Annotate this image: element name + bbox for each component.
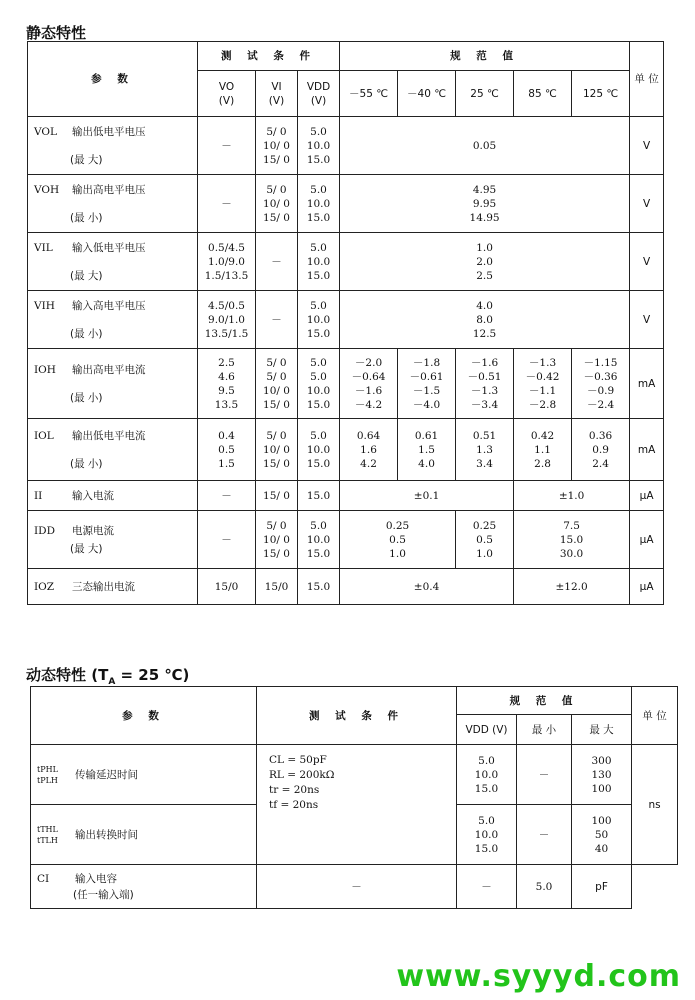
dynamic-characteristics-table bbox=[30, 686, 678, 909]
unit-cell: V bbox=[630, 117, 664, 175]
header-temp-m40: －40 ℃ bbox=[398, 71, 456, 117]
param-name: 输出转换时间 bbox=[75, 828, 138, 841]
vdd-cell: 5.0 10.0 15.0 bbox=[457, 745, 517, 805]
table-row bbox=[28, 569, 664, 605]
dyn-header-max: 最 大 bbox=[572, 715, 632, 745]
table-row bbox=[28, 511, 664, 569]
vi-cell: 5/ 0 5/ 0 10/ 0 15/ 0 bbox=[256, 349, 298, 419]
param-cell bbox=[28, 117, 198, 175]
param-name: 输入低电平电压 bbox=[72, 241, 146, 254]
param-note: (最 小) bbox=[70, 327, 103, 340]
header-vi: VI (V) bbox=[256, 71, 298, 117]
vdd-cell: 5.0 10.0 15.0 bbox=[298, 117, 340, 175]
temp-value: 0.42 1.1 2.8 bbox=[514, 419, 572, 481]
table-row bbox=[28, 175, 664, 233]
spec-value: ±0.1 bbox=[340, 481, 514, 511]
param-symbol: VOH bbox=[34, 183, 60, 196]
vo-cell: 15/0 bbox=[198, 569, 256, 605]
param-symbol: IOL bbox=[34, 429, 54, 442]
dyn-conditions: CL = 50pF RL = 200kΩ tr = 20ns tf = 20ns bbox=[257, 745, 457, 865]
param-name: 输入电容 bbox=[75, 872, 117, 885]
dynamic-title-tail: = 25 ℃) bbox=[115, 666, 190, 684]
vo-cell: － bbox=[198, 481, 256, 511]
temp-value: －1.3 －0.42 －1.1 －2.8 bbox=[514, 349, 572, 419]
param-note: (最 大) bbox=[70, 269, 103, 282]
param-cell bbox=[31, 865, 257, 909]
vdd-cell: 5.0 10.0 15.0 bbox=[298, 419, 340, 481]
param-cell bbox=[28, 569, 198, 605]
unit-cell: μA bbox=[630, 511, 664, 569]
unit-cell: V bbox=[630, 233, 664, 291]
unit-cell: mA bbox=[630, 349, 664, 419]
param-cell bbox=[28, 481, 198, 511]
unit-cell: pF bbox=[572, 865, 632, 909]
max-cell: 5.0 bbox=[517, 865, 572, 909]
param-symbol: VIH bbox=[34, 299, 55, 312]
param-cell bbox=[28, 291, 198, 349]
header-temp-25: 25 ℃ bbox=[456, 71, 514, 117]
vo-cell: 0.5/4.5 1.0/9.0 1.5/13.5 bbox=[198, 233, 256, 291]
vdd-cell: 5.0 5.0 10.0 15.0 bbox=[298, 349, 340, 419]
param-symbol: tPHL tPLH bbox=[37, 764, 58, 785]
param-note: (任一输入端) bbox=[73, 888, 134, 901]
spec-value: ±12.0 bbox=[514, 569, 630, 605]
vi-cell: 5/ 0 10/ 0 15/ 0 bbox=[256, 511, 298, 569]
param-cell bbox=[28, 233, 198, 291]
vi-cell: － bbox=[256, 233, 298, 291]
dynamic-title-sub: A bbox=[108, 677, 116, 687]
header-unit: 单 位 bbox=[630, 42, 664, 117]
temp-value: 0.64 1.6 4.2 bbox=[340, 419, 398, 481]
param-symbol: IDD bbox=[34, 524, 55, 537]
vo-cell: 4.5/0.5 9.0/1.0 13.5/1.5 bbox=[198, 291, 256, 349]
header-temp-125: 125 ℃ bbox=[572, 71, 630, 117]
dyn-header-conditions: 测 试 条 件 bbox=[257, 687, 457, 745]
static-characteristics-table bbox=[27, 41, 664, 605]
param-symbol: VIL bbox=[34, 241, 53, 254]
temp-value: －1.6 －0.51 －1.3 －3.4 bbox=[456, 349, 514, 419]
spec-value: 0.25 0.5 1.0 bbox=[456, 511, 514, 569]
param-cell bbox=[31, 805, 257, 865]
vdd-cell: 5.0 10.0 15.0 bbox=[298, 291, 340, 349]
unit-cell: V bbox=[630, 291, 664, 349]
param-cell bbox=[31, 745, 257, 805]
vdd-cell: 15.0 bbox=[298, 481, 340, 511]
param-cell bbox=[28, 349, 198, 419]
temp-value: 0.36 0.9 2.4 bbox=[572, 419, 630, 481]
spec-value: 0.05 bbox=[340, 117, 630, 175]
vi-cell: － bbox=[256, 291, 298, 349]
param-symbol: tTHL tTLH bbox=[37, 824, 58, 845]
vo-cell: 2.5 4.6 9.5 13.5 bbox=[198, 349, 256, 419]
vdd-cell: 5.0 10.0 15.0 bbox=[298, 175, 340, 233]
header-vo: VO (V) bbox=[198, 71, 256, 117]
param-name: 输入电流 bbox=[72, 489, 114, 502]
spec-value: 0.25 0.5 1.0 bbox=[340, 511, 456, 569]
dynamic-section-title bbox=[26, 664, 189, 687]
header-temp-m55: －55 ℃ bbox=[340, 71, 398, 117]
header-temp-85: 85 ℃ bbox=[514, 71, 572, 117]
param-name: 输出低电平电流 bbox=[72, 429, 146, 442]
param-name: 电源电流 bbox=[72, 524, 114, 537]
table-row bbox=[28, 291, 664, 349]
dyn-header-spec: 规 范 值 bbox=[457, 687, 632, 715]
param-name: 输入高电平电压 bbox=[72, 299, 146, 312]
spec-value: ±1.0 bbox=[514, 481, 630, 511]
param-symbol: II bbox=[34, 489, 43, 502]
table-row bbox=[28, 117, 664, 175]
min-cell: － bbox=[517, 745, 572, 805]
dyn-header-unit: 单 位 bbox=[632, 687, 678, 745]
dyn-header-min: 最 小 bbox=[517, 715, 572, 745]
table-row bbox=[28, 481, 664, 511]
vdd-cell: 15.0 bbox=[298, 569, 340, 605]
vdd-cell: － bbox=[257, 865, 457, 909]
param-symbol: CI bbox=[37, 872, 50, 885]
table-row bbox=[31, 865, 678, 909]
temp-value: －1.15 －0.36 －0.9 －2.4 bbox=[572, 349, 630, 419]
temp-value: －1.8 －0.61 －1.5 －4.0 bbox=[398, 349, 456, 419]
spec-value: 7.5 15.0 30.0 bbox=[514, 511, 630, 569]
watermark: www.syyyd.com bbox=[396, 959, 681, 994]
spec-value: 4.95 9.95 14.95 bbox=[340, 175, 630, 233]
table-row bbox=[31, 745, 678, 805]
vi-cell: 5/ 0 10/ 0 15/ 0 bbox=[256, 419, 298, 481]
min-cell: － bbox=[457, 865, 517, 909]
table-row bbox=[28, 419, 664, 481]
dyn-header-param: 参 数 bbox=[31, 687, 257, 745]
unit-cell: V bbox=[630, 175, 664, 233]
unit-cell: μA bbox=[630, 569, 664, 605]
vi-cell: 15/ 0 bbox=[256, 481, 298, 511]
param-note: (最 小) bbox=[70, 211, 103, 224]
vo-cell: － bbox=[198, 511, 256, 569]
param-cell bbox=[28, 175, 198, 233]
param-note: (最 大) bbox=[70, 153, 103, 166]
max-cell: 100 50 40 bbox=[572, 805, 632, 865]
param-cell bbox=[28, 419, 198, 481]
param-symbol: IOH bbox=[34, 363, 56, 376]
spec-value: 1.0 2.0 2.5 bbox=[340, 233, 630, 291]
temp-value: 0.51 1.3 3.4 bbox=[456, 419, 514, 481]
temp-value: －2.0 －0.64 －1.6 －4.2 bbox=[340, 349, 398, 419]
param-name: 传输延迟时间 bbox=[75, 768, 138, 781]
vdd-cell: 5.0 10.0 15.0 bbox=[457, 805, 517, 865]
unit-cell: ns bbox=[632, 745, 678, 865]
param-name: 输出高电平电流 bbox=[72, 363, 146, 376]
vo-cell: － bbox=[198, 175, 256, 233]
vo-cell: － bbox=[198, 117, 256, 175]
param-note: (最 小) bbox=[70, 391, 103, 404]
header-conditions: 测 试 条 件 bbox=[198, 42, 340, 71]
temp-value: 0.61 1.5 4.0 bbox=[398, 419, 456, 481]
param-note: (最 小) bbox=[70, 457, 103, 470]
param-note: (最 大) bbox=[70, 542, 103, 555]
vo-cell: 0.4 0.5 1.5 bbox=[198, 419, 256, 481]
vdd-cell: 5.0 10.0 15.0 bbox=[298, 511, 340, 569]
vi-cell: 5/ 0 10/ 0 15/ 0 bbox=[256, 117, 298, 175]
dyn-header-vdd: VDD (V) bbox=[457, 715, 517, 745]
vi-cell: 5/ 0 10/ 0 15/ 0 bbox=[256, 175, 298, 233]
min-cell: － bbox=[517, 805, 572, 865]
dynamic-title-text: 动态特性 (T bbox=[26, 666, 109, 684]
unit-cell: mA bbox=[630, 419, 664, 481]
param-symbol: IOZ bbox=[34, 580, 55, 593]
param-name: 三态输出电流 bbox=[72, 580, 135, 593]
header-spec: 规 范 值 bbox=[340, 42, 630, 71]
param-symbol: VOL bbox=[34, 125, 57, 138]
vdd-cell: 5.0 10.0 15.0 bbox=[298, 233, 340, 291]
table-row bbox=[28, 233, 664, 291]
header-vdd: VDD (V) bbox=[298, 71, 340, 117]
spec-value: 4.0 8.0 12.5 bbox=[340, 291, 630, 349]
max-cell: 300 130 100 bbox=[572, 745, 632, 805]
spec-value: ±0.4 bbox=[340, 569, 514, 605]
param-name: 输出高电平电压 bbox=[72, 183, 146, 196]
table-row bbox=[28, 349, 664, 419]
static-section-title: 静态特性 bbox=[26, 24, 87, 42]
unit-cell: μA bbox=[630, 481, 664, 511]
vi-cell: 15/0 bbox=[256, 569, 298, 605]
param-name: 输出低电平电压 bbox=[72, 125, 146, 138]
header-param: 参 数 bbox=[28, 42, 198, 117]
param-cell bbox=[28, 511, 198, 569]
